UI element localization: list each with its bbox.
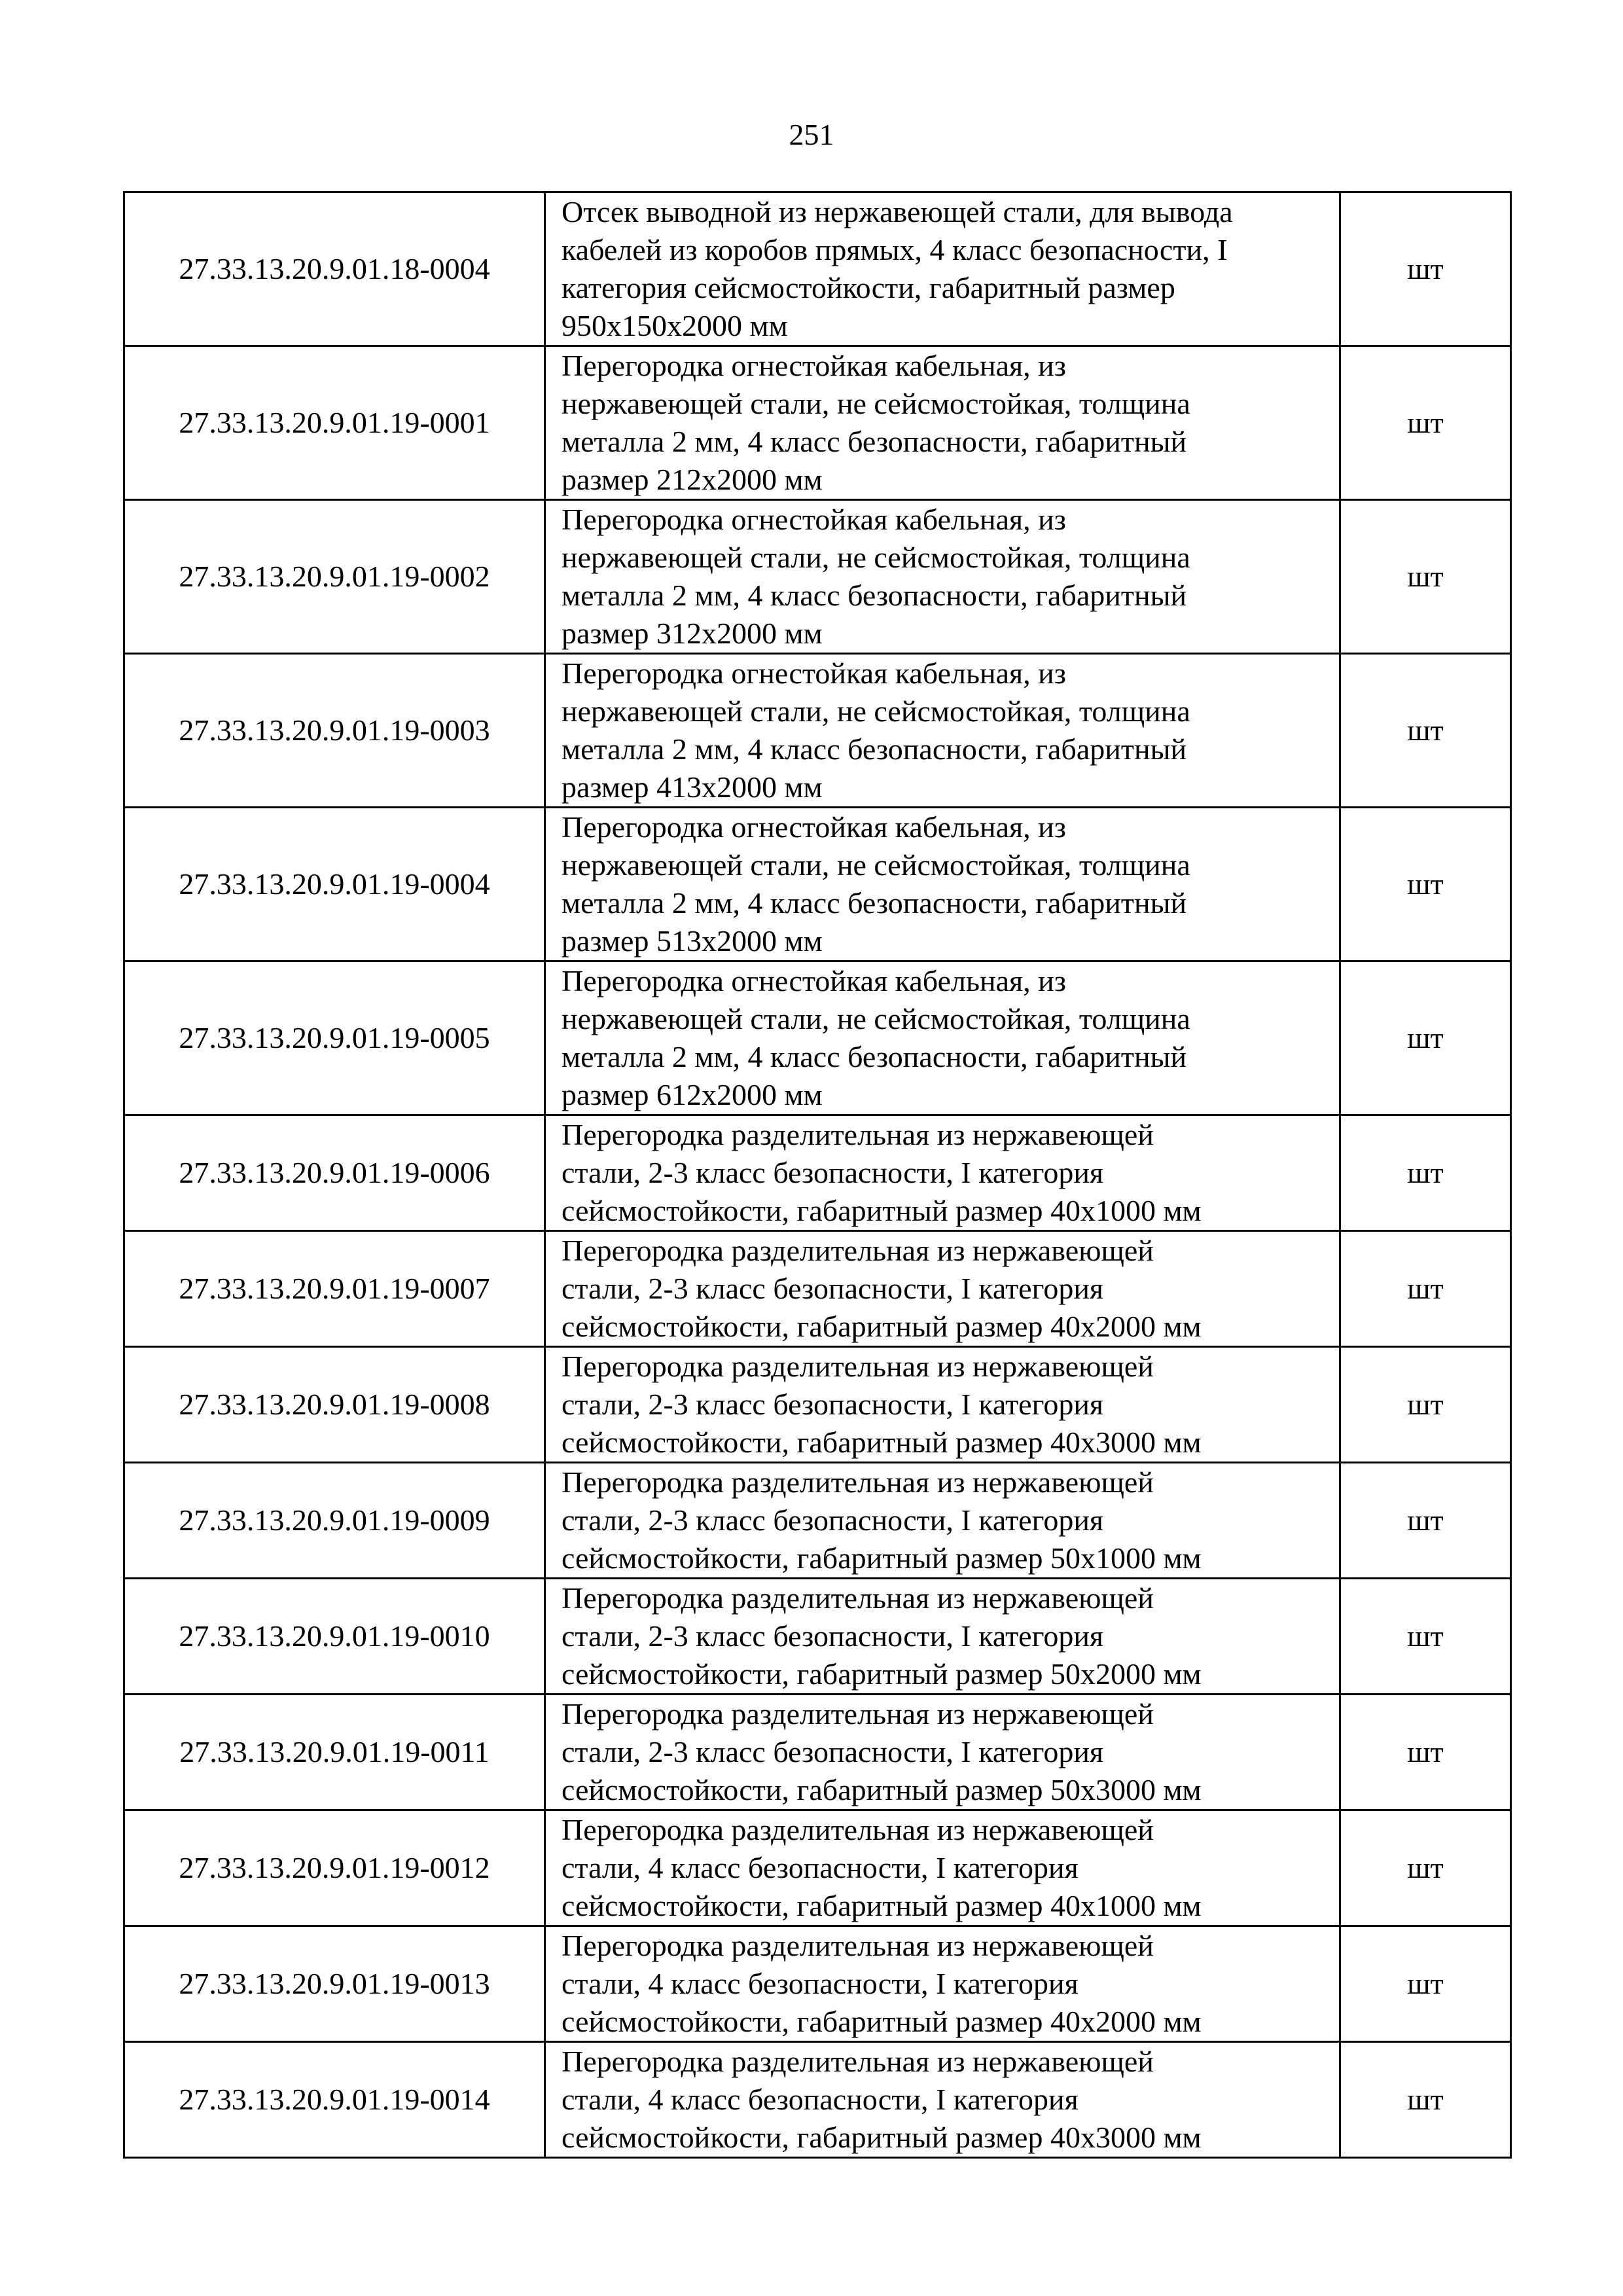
description-line: Перегородка разделительная из нержавеющей [562,1465,1154,1499]
item-description [545,1926,1340,2042]
description-line: нержавеющей стали, не сейсмостойкая, толщина [562,694,1190,728]
table-row [124,1926,1511,2042]
description-line: стали, 2-3 класс безопасности, I категория [562,1156,1104,1189]
spec-table [123,191,1512,2159]
table-row [124,192,1511,346]
description-line: нержавеющей стали, не сейсмостойкая, толщина [562,848,1190,882]
description-line: сейсмостойкости, габаритный размер 40х1000 мм [562,1194,1202,1227]
table-row [124,1695,1511,1810]
description-line: металла 2 мм, 4 класс безопасности, габаритный [562,425,1187,458]
description-line: сейсмостойкости, габаритный размер 40х3000 мм [562,2121,1202,2154]
item-description [545,1579,1340,1695]
item-unit: шт [1340,346,1511,500]
description-line: размер 612х2000 мм [562,1078,823,1111]
description-line: Перегородка разделительная из нержавеющей [562,1118,1154,1151]
table-row [124,1810,1511,1926]
item-code: 27.33.13.20.9.01.19-0006 [124,1115,545,1231]
item-unit: шт [1340,1347,1511,1463]
description-line: стали, 2-3 класс безопасности, I категория [562,1619,1104,1653]
item-unit: шт [1340,808,1511,961]
item-code: 27.33.13.20.9.01.19-0012 [124,1810,545,1926]
description-line: стали, 2-3 класс безопасности, I категория [562,1388,1104,1421]
description-line: металла 2 мм, 4 класс безопасности, габаритный [562,579,1187,612]
description-line: Перегородка разделительная из нержавеющей [562,1581,1154,1615]
item-unit: шт [1340,1810,1511,1926]
description-line: нержавеющей стали, не сейсмостойкая, толщина [562,387,1190,420]
description-line: Перегородка огнестойкая кабельная, из [562,810,1066,844]
item-description [545,1347,1340,1463]
item-code: 27.33.13.20.9.01.19-0005 [124,961,545,1115]
description-line: сейсмостойкости, габаритный размер 50х1000 мм [562,1541,1202,1575]
item-unit: шт [1340,1695,1511,1810]
item-code: 27.33.13.20.9.01.19-0002 [124,500,545,654]
item-code: 27.33.13.20.9.01.19-0011 [124,1695,545,1810]
description-line: Перегородка разделительная из нержавеющей [562,1234,1154,1267]
table-body [124,192,1511,2158]
description-line: металла 2 мм, 4 класс безопасности, габаритный [562,732,1187,766]
item-description [545,1810,1340,1926]
item-unit: шт [1340,961,1511,1115]
description-line: кабелей из коробов прямых, 4 класс безопасности, I [562,233,1228,266]
table-row [124,1231,1511,1347]
description-line: сейсмостойкости, габаритный размер 40х2000 мм [562,1310,1202,1343]
item-unit: шт [1340,1926,1511,2042]
item-description [545,500,1340,654]
table-row [124,1579,1511,1695]
page-number: 251 [789,118,834,151]
description-line: нержавеющей стали, не сейсмостойкая, толщина [562,1002,1190,1035]
item-code: 27.33.13.20.9.01.19-0009 [124,1463,545,1579]
item-code: 27.33.13.20.9.01.19-0004 [124,808,545,961]
description-line: стали, 4 класс безопасности, I категория [562,2083,1079,2116]
description-line: Перегородка разделительная из нержавеющей [562,1350,1154,1383]
item-description [545,1695,1340,1810]
item-description [545,808,1340,961]
description-line: стали, 2-3 класс безопасности, I категория [562,1735,1104,1768]
item-description [545,1463,1340,1579]
item-code: 27.33.13.20.9.01.19-0010 [124,1579,545,1695]
description-line: 950х150х2000 мм [562,309,788,342]
description-line: стали, 2-3 класс безопасности, I категория [562,1272,1104,1305]
table-row [124,1115,1511,1231]
description-line: стали, 2-3 класс безопасности, I категория [562,1503,1104,1537]
description-line: металла 2 мм, 4 класс безопасности, габаритный [562,886,1187,920]
item-code: 27.33.13.20.9.01.19-0008 [124,1347,545,1463]
item-unit: шт [1340,2042,1511,2158]
description-line: Перегородка огнестойкая кабельная, из [562,964,1066,997]
description-line: Перегородка разделительная из нержавеющей [562,1929,1154,1962]
item-description [545,654,1340,808]
item-code: 27.33.13.20.9.01.18-0004 [124,192,545,346]
item-description [545,1115,1340,1231]
item-unit: шт [1340,1463,1511,1579]
item-description [545,1231,1340,1347]
description-line: сейсмостойкости, габаритный размер 40х1000 мм [562,1889,1202,1922]
item-unit: шт [1340,654,1511,808]
description-line: Перегородка разделительная из нержавеющей [562,1697,1154,1731]
table-row [124,500,1511,654]
description-line: размер 312х2000 мм [562,617,823,650]
item-code: 27.33.13.20.9.01.19-0013 [124,1926,545,2042]
item-description [545,961,1340,1115]
table-row [124,346,1511,500]
item-unit: шт [1340,1115,1511,1231]
description-line: стали, 4 класс безопасности, I категория [562,1967,1079,2000]
description-line: размер 212х2000 мм [562,463,823,496]
item-description [545,192,1340,346]
description-line: нержавеющей стали, не сейсмостойкая, толщина [562,541,1190,574]
table-row [124,654,1511,808]
description-line: Перегородка огнестойкая кабельная, из [562,656,1066,690]
description-line: металла 2 мм, 4 класс безопасности, габаритный [562,1040,1187,1073]
description-line: Отсек выводной из нержавеющей стали, для вывода [562,195,1233,228]
table-row [124,1463,1511,1579]
description-line: размер 513х2000 мм [562,924,823,958]
item-unit: шт [1340,192,1511,346]
table-row [124,808,1511,961]
description-line: сейсмостойкости, габаритный размер 40х2000 мм [562,2005,1202,2038]
table-row [124,1347,1511,1463]
table-row [124,2042,1511,2158]
item-description [545,2042,1340,2158]
description-line: Перегородка огнестойкая кабельная, из [562,349,1066,382]
item-unit: шт [1340,500,1511,654]
description-line: Перегородка разделительная из нержавеющей [562,2045,1154,2078]
description-line: Перегородка разделительная из нержавеющей [562,1813,1154,1846]
description-line: сейсмостойкости, габаритный размер 50х2000 мм [562,1657,1202,1691]
description-line: стали, 4 класс безопасности, I категория [562,1851,1079,1884]
item-code: 27.33.13.20.9.01.19-0014 [124,2042,545,2158]
item-description [545,346,1340,500]
description-line: категория сейсмостойкости, габаритный размер [562,271,1175,304]
description-line: размер 413х2000 мм [562,770,823,804]
item-code: 27.33.13.20.9.01.19-0001 [124,346,545,500]
item-unit: шт [1340,1579,1511,1695]
description-line: сейсмостойкости, габаритный размер 40х3000 мм [562,1426,1202,1459]
table-row [124,961,1511,1115]
description-line: сейсмостойкости, габаритный размер 50х3000 мм [562,1773,1202,1806]
item-unit: шт [1340,1231,1511,1347]
description-line: Перегородка огнестойкая кабельная, из [562,503,1066,536]
item-code: 27.33.13.20.9.01.19-0003 [124,654,545,808]
item-code: 27.33.13.20.9.01.19-0007 [124,1231,545,1347]
